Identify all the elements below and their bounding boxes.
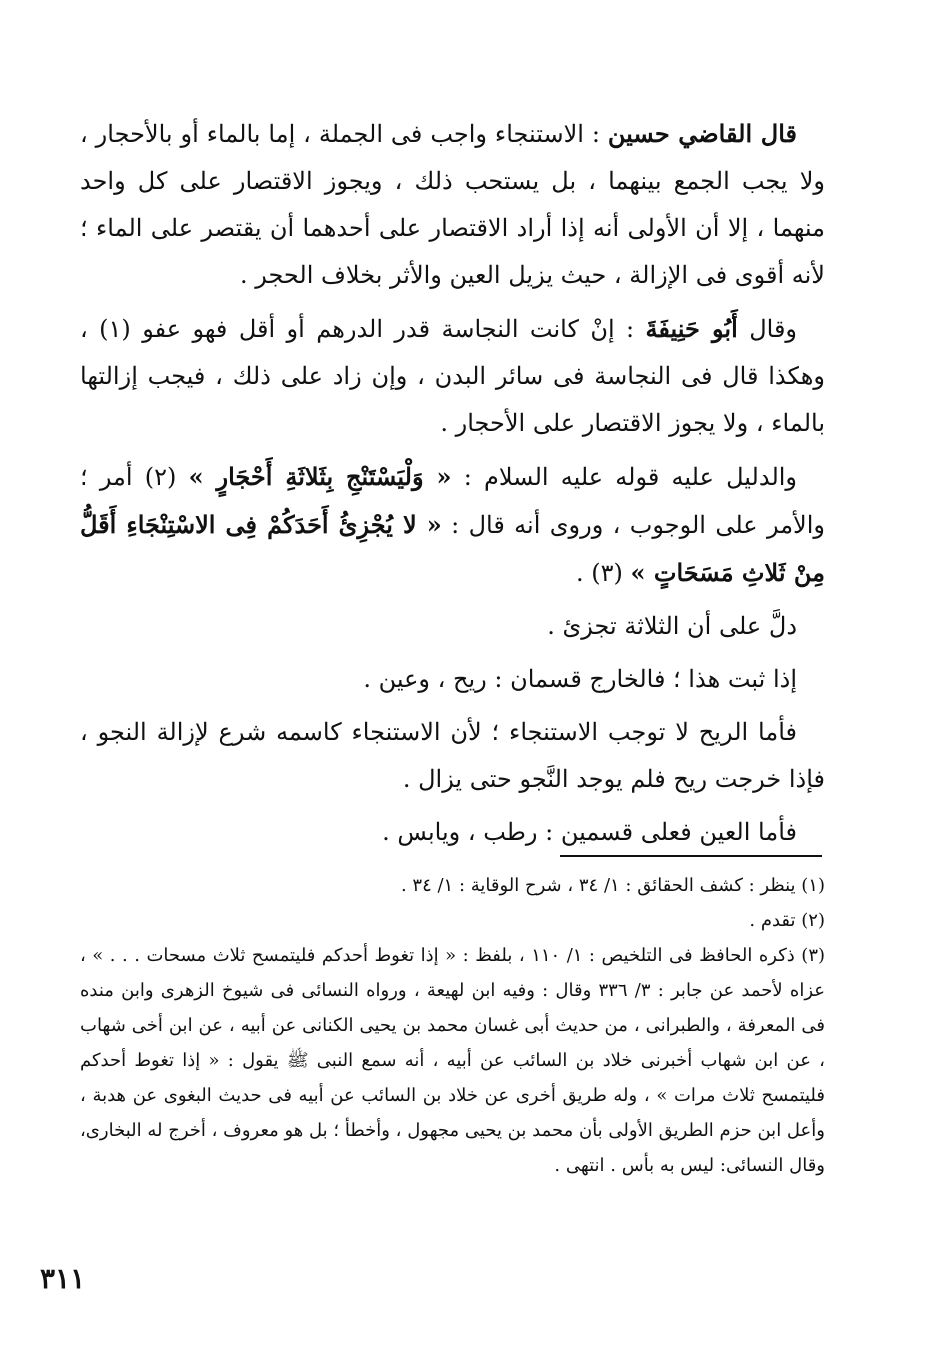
paragraph-2-pre: وقال xyxy=(749,315,797,343)
main-text xyxy=(80,110,825,862)
paragraph-6: فأما الريح لا توجب الاستنجاء ؛ لأن الاستنجاء كاسمه شرع لإزالة النجو ، فإذا خرجت ريح فلم يوجد النَّجو حتى يزال . xyxy=(80,718,825,793)
footnote-1: (١) ينظر : كشف الحقائق : ١/ ٣٤ ، شرح الوقاية : ١/ ٣٤ . xyxy=(400,875,825,896)
hadith-quote-2: « لا يُجْزِئُ أَحَدَكُمْ فِى الاسْتِنْجَاءِ أَقَلُّ مِنْ ثَلاثِ مَسَحَاتٍ » xyxy=(80,510,825,587)
paragraph-1-text: : الاستنجاء واجب فى الجملة ، إما بالماء أو بالأحجار ، ولا يجب الجمع بينهما ، بل يستحب ذلك ، ويجوز الاقتصار على كل واحد منهما ، إلا أن الأولى أنه إذا أراد الاقتصار على أحدهما أن يقتصر على الماء ؛ لأنه أقوى فى الإزالة ، حيث يزيل العين والأثر بخلاف الحجر . xyxy=(80,120,825,289)
paragraph-4: دلَّ على أن الثلاثة تجزئ . xyxy=(547,612,797,640)
paragraph-2 xyxy=(80,305,825,447)
footnote-2: (٢) تقدم . xyxy=(749,910,825,931)
page-number: ٣١١ xyxy=(40,1262,86,1295)
paragraph-2-text: : إنْ كانت النجاسة قدر الدرهم أو أقل فهو عفو (١) ، وهكذا قال فى النجاسة فى سائر البدن ، وإن زاد على ذلك ، فيجب إزالتها بالماء ، ولا يجوز الاقتصار على الأحجار . xyxy=(80,315,826,437)
paragraph-3-mid: (٢) أمر ؛ والأمر على الوجوب ، وروى أنه قال : xyxy=(80,463,825,539)
paragraph-3 xyxy=(80,453,825,597)
paragraph-1 xyxy=(80,110,825,299)
scholar-name-qadi-husayn: قال القاضي حسين xyxy=(607,119,797,148)
paragraph-3-pre: والدليل عليه قوله عليه السلام : xyxy=(463,463,798,491)
footnote-3: (٣) ذكره الحافظ فى التلخيص : ١/ ١١٠ ، بلفظ : « إذا تغوط أحدكم فليتمسح ثلاث مسحات . . . » ، عزاه لأحمد عن جابر : ٣/ ٣٣٦ وقال : وفيه ابن لهيعة ، ورواه النسائى فى شيوخ الزهرى وابن منده فى المعرفة ، والطبرانى ، من حديث أبى غسان محمد بن يحيى الكنانى عن أبيه ، عن ابن أخى شهاب ، عن ابن شهاب أخبرنى خلاد بن السائب عن أبيه ، أنه سمع النبى ﷺ يقول : « إذا تغوط أحدكم فليتمسح ثلاث مرات » ، وله طريق أخرى عن خلاد بن السائب عن أبيه فى حديث البغوى عن هدبة ، وأعل ابن حزم الطريق الأولى بأن محمد بن يحيى مجهول ، وأخطأ ؛ بل هو معروف ، أخرج له البخارى، وقال النسائى: ليس به بأس . انتهى . xyxy=(80,945,826,1176)
paragraph-3-post: (٣) . xyxy=(576,559,623,587)
scholar-name-abu-hanifa: أَبُو حَنِيفَةَ xyxy=(645,314,738,343)
paragraph-7: فأما العين فعلى قسمين : رطب ، ويابس . xyxy=(382,818,797,846)
footnote-divider xyxy=(560,855,822,857)
footnotes xyxy=(80,868,825,1183)
hadith-quote-1: « وَلْيَسْتَنْجِ بِثَلاثَةِ أَحْجَارٍ » xyxy=(188,462,452,491)
paragraph-5: إذا ثبت هذا ؛ فالخارج قسمان : ريح ، وعين . xyxy=(363,665,797,693)
